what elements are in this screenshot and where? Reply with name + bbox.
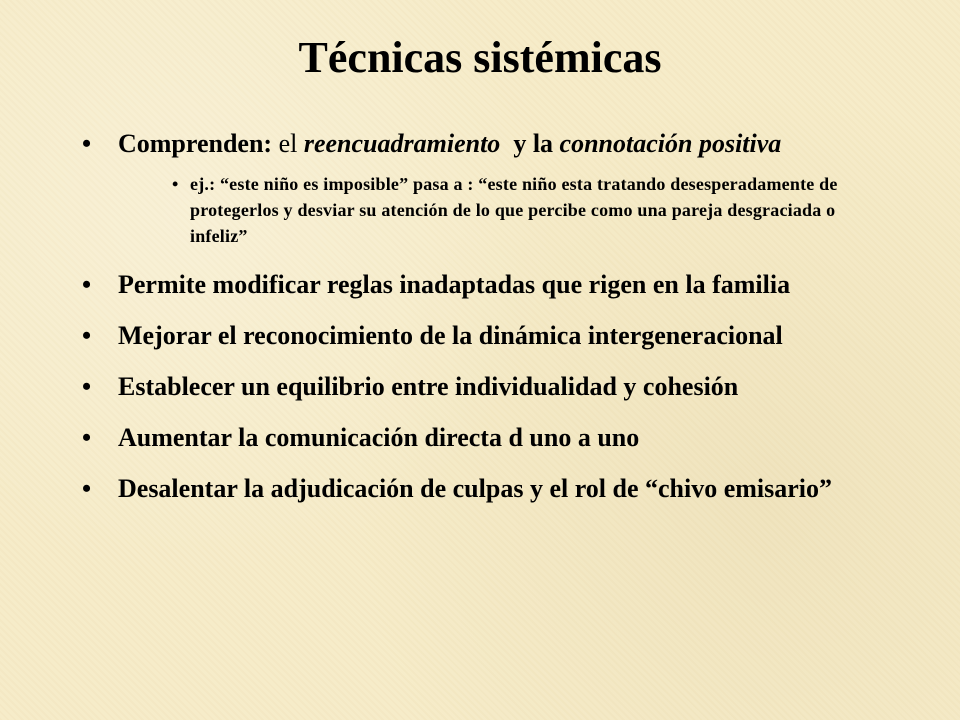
list-item xyxy=(80,267,860,302)
bullet-icon: • xyxy=(82,270,92,299)
list-item xyxy=(80,369,860,404)
item-text: el xyxy=(272,129,304,158)
sub-item-example xyxy=(80,171,860,249)
bullet-icon: • xyxy=(82,423,92,452)
bullet-icon: • xyxy=(82,372,92,401)
item-text: Mejorar el reconocimiento de la dinámica intergeneracional xyxy=(118,321,783,350)
bullet-icon: • xyxy=(82,129,92,158)
bullet-icon: • xyxy=(82,474,92,503)
item-text: Establecer un equilibrio entre individualidad y cohesión xyxy=(118,372,739,401)
item-text: Aumentar la comunicación directa d uno a uno xyxy=(118,423,640,452)
item-text: y la xyxy=(500,129,560,158)
item-lead: Comprenden: xyxy=(118,129,273,158)
list-item-comprenden xyxy=(80,126,860,161)
list-item xyxy=(80,318,860,353)
bullet-list xyxy=(80,126,860,522)
bullet-icon: • xyxy=(82,321,92,350)
list-item xyxy=(80,471,860,506)
bullet-icon: • xyxy=(172,174,179,194)
list-item xyxy=(80,420,860,455)
sub-item-text: ej.: “este niño es imposible” pasa a : “este niño esta tratando desesperadamente de protegerlos y desviar su atención de lo que percibe como una pareja desgraciada o infeliz” xyxy=(190,174,838,246)
slide-title: Técnicas sistémicas xyxy=(298,33,662,82)
item-term-reencuadramiento: reencuadramiento xyxy=(303,129,501,158)
item-term-connotacion: connotación positiva xyxy=(559,129,782,158)
item-text: Desalentar la adjudicación de culpas y el rol de “chivo emisario” xyxy=(118,474,833,503)
item-text: Permite modificar reglas inadaptadas que rigen en la familia xyxy=(118,270,791,299)
